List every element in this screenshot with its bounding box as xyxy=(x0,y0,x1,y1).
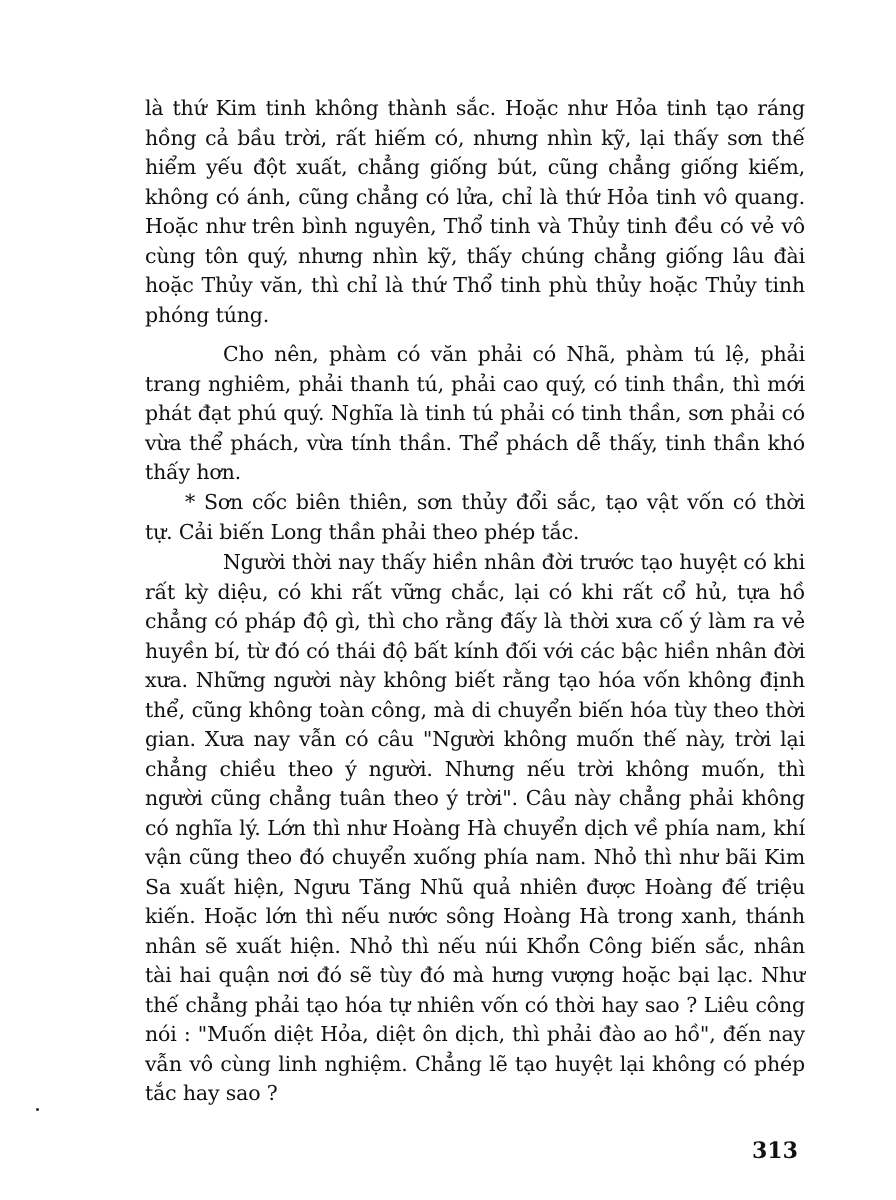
paragraph-text: Người thời nay thấy hiền nhân đời trước tạo huyệt có khi rất kỳ diệu, có khi rất vững chắc, lại có khi rất cổ hủ, tựa hồ chẳng có pháp độ gì, thì cho rằng đấy là thời xưa cố ý làm ra vẻ huyền bí, từ đó có thái độ bất kính đối với các bậc hiền nhân đời xưa. Những người này không biết rằng tạo hóa vốn không định thể, cũng không toàn công, mà di chuyển biến hóa tùy theo thời gian. Xưa nay vẫn có câu "Người không muốn thế này, trời lại chẳng chiều theo ý người. Nhưng nếu trời không muốn, thì người cũng chẳng tuân theo ý trời". Câu này chẳng phải không có nghĩa lý. Lớn thì như Hoàng Hà chuyển dịch về phía nam, khí vận cũng theo đó chuyển xuống phía nam. Nhỏ thì như bãi Kim Sa xuất hiện, Ngưu Tăng Nhũ quả nhiên được Hoàng đế triệu kiến. Hoặc lớn thì nếu nước sông Hoàng Hà trong xanh, thánh nhân sẽ xuất hiện. Nhỏ thì nếu núi Khổn Công biến sắc, nhân tài hai quận nơi đó sẽ tùy đó mà hưng vượng hoặc bại lạc. Như thế chẳng phải tạo hóa tự nhiên vốn có thời hay sao ? Liêu công nói : "Muốn diệt Hỏa, diệt ôn dịch, thì phải đào ao hồ", đến nay vẫn vô cùng linh nghiệm. Chẳng lẽ tạo huyệt lại không có phép tắc hay sao ? xyxy=(145,550,805,1105)
paragraph-text: Cho nên, phàm có văn phải có Nhã, phàm tú lệ, phải trang nghiêm, phải thanh tú, phải cao quý, có tinh thần, thì mới phát đạt phú quý. Nghĩa là tinh tú phải có tinh thần, sơn phải có vừa thể phách, vừa tính thần. Thể phách dễ thấy, tinh thần khó thấy hơn. xyxy=(145,342,805,484)
paragraph-continuation xyxy=(145,94,805,330)
page-number: 313 xyxy=(752,1138,798,1164)
paragraph-text: * Sơn cốc biên thiên, sơn thủy đổi sắc, tạo vật vốn có thời tự. Cải biến Long thần phải theo phép tắc. xyxy=(145,490,805,544)
paragraph-text: là thứ Kim tinh không thành sắc. Hoặc như Hỏa tinh tạo ráng hồng cả bầu trời, rất hiếm có, nhưng nhìn kỹ, lại thấy sơn thế hiểm yếu đột xuất, chẳng giống bút, cũng chẳng giống kiếm, không có ánh, cũng chẳng có lửa, chỉ là thứ Hỏa tinh vô quang. Hoặc như trên bình nguyên, Thổ tinh và Thủy tinh đều có vẻ vô cùng tôn quý, nhưng nhìn kỹ, thấy chúng chẳng giống lâu đài hoặc Thủy văn, thì chỉ là thứ Thổ tinh phù thủy hoặc Thủy tinh phóng túng. xyxy=(145,96,805,327)
paragraph-nha xyxy=(145,340,805,488)
paragraph-starred-note xyxy=(145,488,805,547)
paragraph-main xyxy=(145,548,805,1109)
scan-speck xyxy=(36,1108,39,1111)
